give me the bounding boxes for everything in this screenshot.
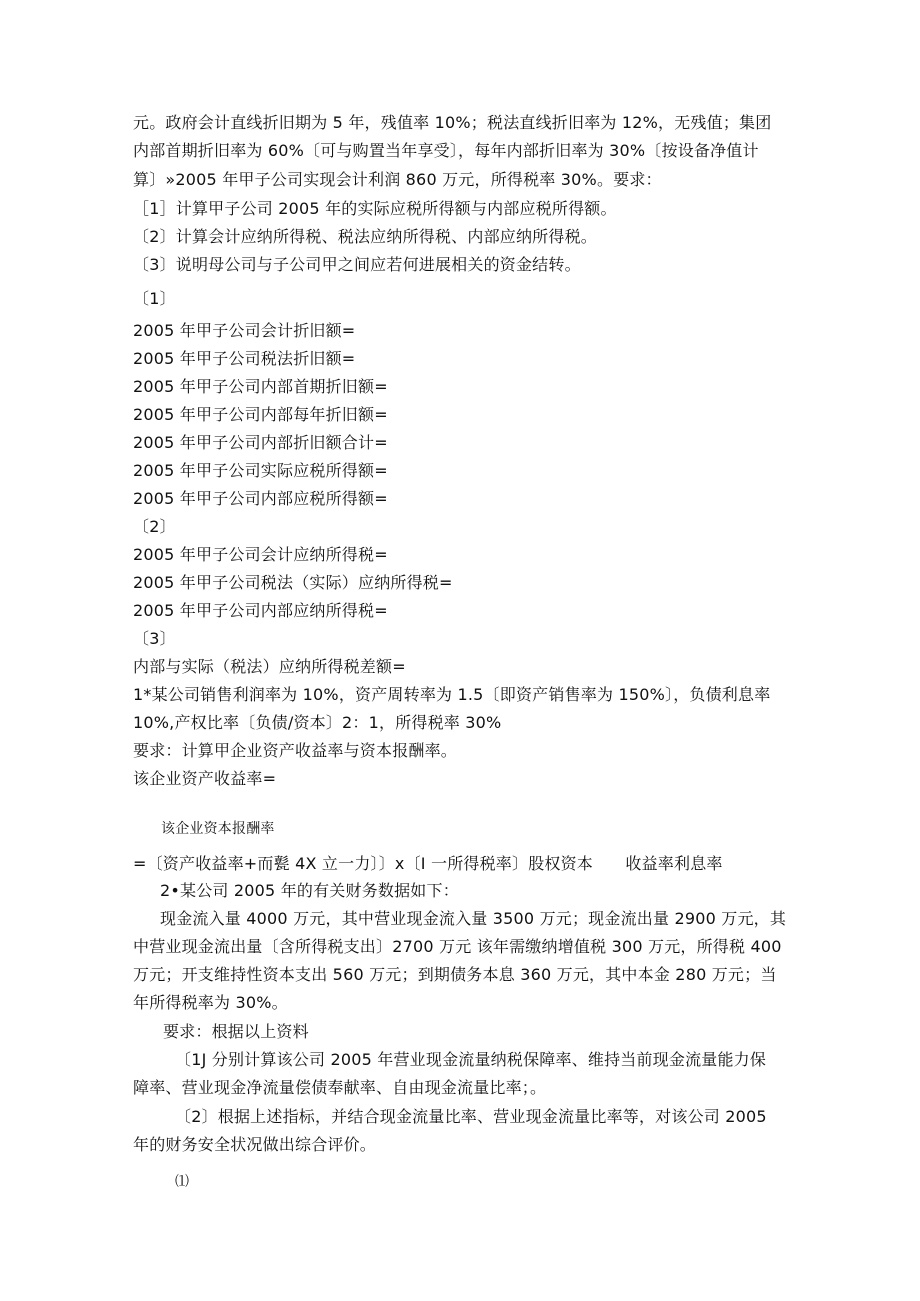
question-2-requirement-label: 要求：根据以上资料 bbox=[163, 1022, 309, 1041]
question-1-line-2: 10%,产权比率〔负债/资本〕2：1，所得税率 30% bbox=[133, 713, 502, 732]
question-2-requirement-2-line-2: 年的财务安全状况做出综合评价。 bbox=[133, 1135, 377, 1154]
part1-item: 2005 年甲子公司税法折旧额= bbox=[133, 349, 356, 368]
part1-item: 2005 年甲子公司内部应税所得额= bbox=[133, 489, 388, 508]
question-2-requirement-1-line-2: 障率、营业现金净流量偿债奉献率、自由现金流量比率；。 bbox=[133, 1078, 547, 1097]
question-2-requirement-1-line-1: 〔1J 分别计算该公司 2005 年营业现金流量纳税保障率、维持当前现金流量能力保 bbox=[175, 1050, 767, 1069]
part3-heading: 〔3〕 bbox=[133, 629, 176, 648]
intro-line-1: 元。政府会计直线折旧期为 5 年，残值率 10%；税法直线折旧率为 12%，无残值；集团 bbox=[133, 113, 772, 132]
question-1-line-3: 要求：计算甲企业资产收益率与资本报酬率。 bbox=[133, 741, 458, 760]
intro-line-3: 算〕»2005 年甲子公司实现会计利润 860 万元，所得税率 30%。要求： bbox=[133, 170, 662, 189]
part1-item: 2005 年甲子公司内部折旧额合计= bbox=[133, 433, 388, 452]
question-2-paragraph-line-1: 现金流入量 4000 万元，其中营业现金流入量 3500 万元；现金流出量 2900 万元，其 bbox=[160, 909, 787, 928]
question-2-requirement-2-line-1: 〔2〕根据上述指标，并结合现金流量比率、营业现金流量比率等，对该公司 2005 bbox=[175, 1107, 767, 1126]
part2-heading: 〔2〕 bbox=[133, 517, 176, 536]
part2-item: 2005 年甲子公司内部应纳所得税= bbox=[133, 601, 388, 620]
question-2-title: 2•某公司 2005 年的有关财务数据如下： bbox=[160, 881, 459, 900]
question-1-line-5: 该企业资本报酬率 bbox=[161, 821, 275, 837]
question-2-paragraph-line-4: 年所得税率为 30%。 bbox=[133, 993, 288, 1012]
part1-heading: 〔1〕 bbox=[133, 289, 176, 308]
part3-item: 内部与实际（税法）应纳所得税差额= bbox=[133, 657, 406, 676]
question-2-paragraph-line-2: 中营业现金流出量〔含所得税支出〕2700 万元 该年需缴纳增值税 300 万元，所得税 400 bbox=[133, 937, 782, 956]
part1-item: 2005 年甲子公司内部每年折旧额= bbox=[133, 405, 388, 424]
requirement-1: ［1］计算甲子公司 2005 年的实际应税所得额与内部应税所得额。 bbox=[133, 199, 617, 218]
question-2-paragraph-line-3: 万元；开支维持性资本支出 560 万元；到期债务本息 360 万元，其中本金 280 万元；当 bbox=[133, 965, 777, 984]
part1-item: 2005 年甲子公司实际应税所得额= bbox=[133, 461, 388, 480]
requirement-3: 〔3〕说明母公司与子公司甲之间应若何进展相关的资金结转。 bbox=[133, 255, 581, 274]
part2-item: 2005 年甲子公司会计应纳所得税= bbox=[133, 545, 388, 564]
requirement-2: 〔2〕计算会计应纳所得税、税法应纳所得税、内部应纳所得税。 bbox=[133, 227, 597, 246]
part2-item: 2005 年甲子公司税法（实际）应纳所得税= bbox=[133, 573, 453, 592]
part1-item: 2005 年甲子公司内部首期折旧额= bbox=[133, 377, 388, 396]
question-2-answer-heading: ⑴ bbox=[175, 1174, 190, 1190]
part1-item: 2005 年甲子公司会计折旧额= bbox=[133, 321, 356, 340]
question-1-line-1: 1*某公司销售利润率为 10%，资产周转率为 1.5〔即资产销售率为 150%〕，负债利息率 bbox=[133, 685, 771, 704]
question-1-line-4: 该企业资产收益率= bbox=[133, 769, 277, 788]
intro-line-2: 内部首期折旧率为 60%〔可与购置当年享受〕，每年内部折旧率为 30%〔按设备净值计 bbox=[133, 141, 759, 160]
question-1-formula: =〔资产收益率+而甏 4X 立一力〕〕x〔I 一所得税率〕股权资本 收益率利息率 bbox=[133, 854, 723, 873]
